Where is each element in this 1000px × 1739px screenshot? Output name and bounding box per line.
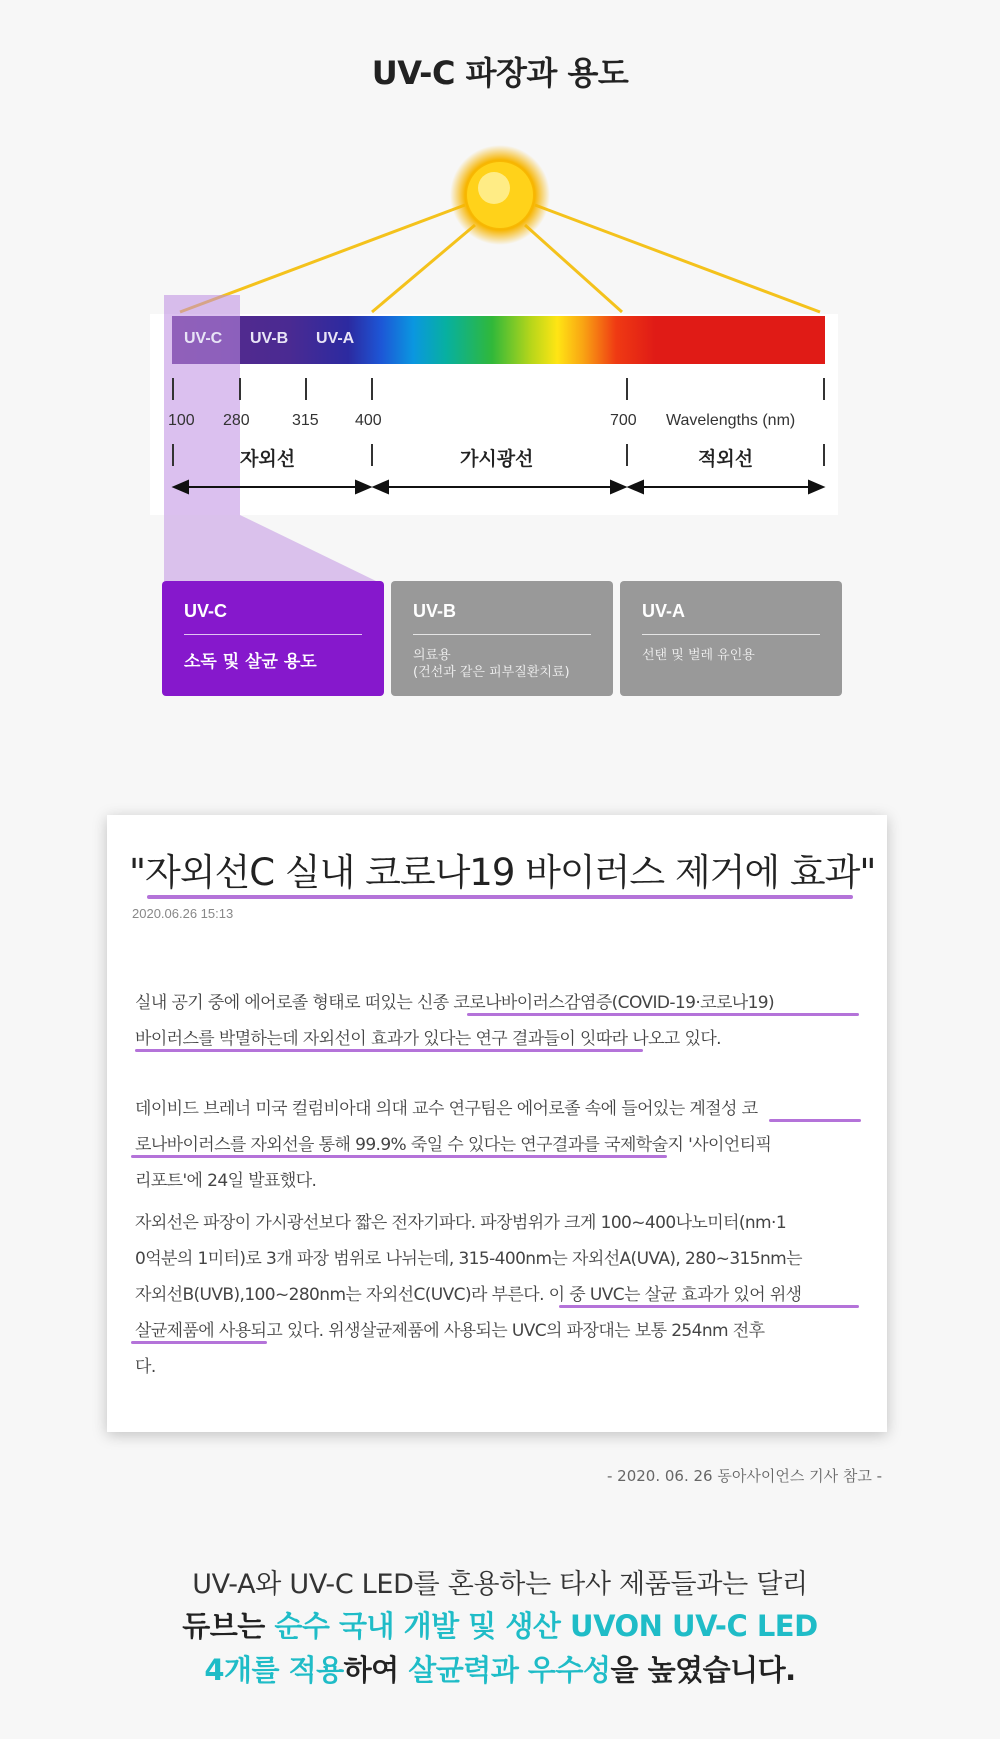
tick-label: 280 <box>223 412 250 429</box>
region-arrows <box>0 475 1000 499</box>
source-note: - 2020. 06. 26 동아사이언스 기사 참고 - <box>607 1467 882 1485</box>
highlight-underline <box>147 895 853 899</box>
footer-accent-text: 살균력과 우수성 <box>408 1653 611 1687</box>
footer-text: 하여 <box>343 1653 409 1687</box>
tick-mark <box>305 378 307 400</box>
uv-a-tag: UV-A <box>316 330 355 347</box>
tick-mark <box>239 378 241 400</box>
highlight-underline <box>135 1049 643 1052</box>
highlight-underline <box>769 1119 861 1122</box>
card-divider <box>184 634 362 635</box>
uv-c-card <box>162 581 384 696</box>
article-line: 로나바이러스를 자외선을 통해 99.9% 죽일 수 있다는 연구결과를 국제학술지 '사이언티픽 <box>135 1135 772 1155</box>
uv-c-tag: UV-C <box>184 330 223 347</box>
tick-mark <box>371 378 373 400</box>
article-date: 2020.06.26 15:13 <box>132 906 234 921</box>
news-article <box>107 815 887 1432</box>
highlight-underline <box>559 1305 859 1308</box>
card-divider <box>642 634 820 635</box>
card-title: UV-C <box>184 601 228 621</box>
article-line: 다. <box>135 1357 156 1377</box>
tick-mark <box>626 444 628 466</box>
highlight-underline <box>467 1013 859 1016</box>
tick-mark <box>172 378 174 400</box>
card-desc: 의료용 <box>413 648 451 663</box>
article-line: 실내 공기 중에 에어로졸 형태로 떠있는 신종 코로나바이러스감염증(COVID-19·코로나19) <box>135 993 775 1013</box>
tick-mark <box>823 378 825 400</box>
uvc-funnel <box>0 0 1000 600</box>
page-title: UV-C 파장과 용도 <box>371 54 629 92</box>
footer-text: 을 높였습니다. <box>610 1653 796 1687</box>
tick-mark <box>823 444 825 466</box>
footer-accent-text: 4개를 적용 <box>204 1653 344 1687</box>
uv-b-card <box>391 581 613 696</box>
tick-mark <box>371 444 373 466</box>
article-headline: "자외선C 실내 코로나19 바이러스 제거에 효과" <box>129 851 876 894</box>
tick-mark <box>626 378 628 400</box>
card-desc-sub: (건선과 같은 피부질환치료) <box>413 665 570 680</box>
highlight-underline <box>131 1341 267 1344</box>
tick-label: 400 <box>355 412 382 429</box>
region-label-ir: 적외선 <box>698 448 754 470</box>
card-desc: 선탠 및 벌레 유인용 <box>642 648 755 663</box>
article-line: 데이비드 브레너 미국 컬럼비아대 의대 교수 연구팀은 에어로졸 속에 들어있는 계절성 코 <box>135 1099 758 1119</box>
uv-spectrum-diagram <box>0 0 1000 720</box>
card-title: UV-A <box>642 601 686 621</box>
footer-accent-text: 순수 국내 개발 및 생산 UVON UV-C LED <box>274 1609 818 1643</box>
article-line: 살균제품에 사용되고 있다. 위생살균제품에 사용되는 UVC의 파장대는 보통 254nm 전후 <box>135 1321 765 1341</box>
uv-a-card <box>620 581 842 696</box>
footer-line-1: UV-A와 UV-C LED를 혼용하는 타사 제품들과는 달리 <box>192 1569 808 1600</box>
article-line: 자외선B(UVB),100~280nm는 자외선C(UVC)라 부른다. 이 중 UVC는 살균 효과가 있어 위생 <box>135 1285 802 1305</box>
tick-label: 700 <box>610 412 637 429</box>
footer-line-2 <box>0 1604 1000 1645</box>
footer-text: 듀브는 <box>182 1609 275 1643</box>
tick-label: 315 <box>292 412 319 429</box>
axis-label: Wavelengths (nm) <box>666 412 796 429</box>
card-title: UV-B <box>413 601 457 621</box>
article-line: 자외선은 파장이 가시광선보다 짧은 전자기파다. 파장범위가 크게 100~400나노미터(nm·1 <box>135 1213 787 1233</box>
article-line: 0억분의 1미터)로 3개 파장 범위로 나뉘는데, 315-400nm는 자외선A(UVA), 280~315nm는 <box>135 1249 802 1269</box>
footer-line-3 <box>0 1648 1000 1689</box>
article-line: 바이러스를 박멸하는데 자외선이 효과가 있다는 연구 결과들이 잇따라 나오고 있다. <box>135 1029 721 1049</box>
article-line: 리포트'에 24일 발표했다. <box>135 1171 317 1191</box>
card-divider <box>413 634 591 635</box>
region-label-uv: 자외선 <box>240 448 296 470</box>
tick-mark <box>172 444 174 466</box>
tick-label: 100 <box>168 412 195 429</box>
uv-b-tag: UV-B <box>250 330 289 347</box>
card-desc: 소독 및 살균 용도 <box>184 652 317 672</box>
highlight-underline <box>131 1155 667 1158</box>
region-label-visible: 가시광선 <box>460 448 534 470</box>
